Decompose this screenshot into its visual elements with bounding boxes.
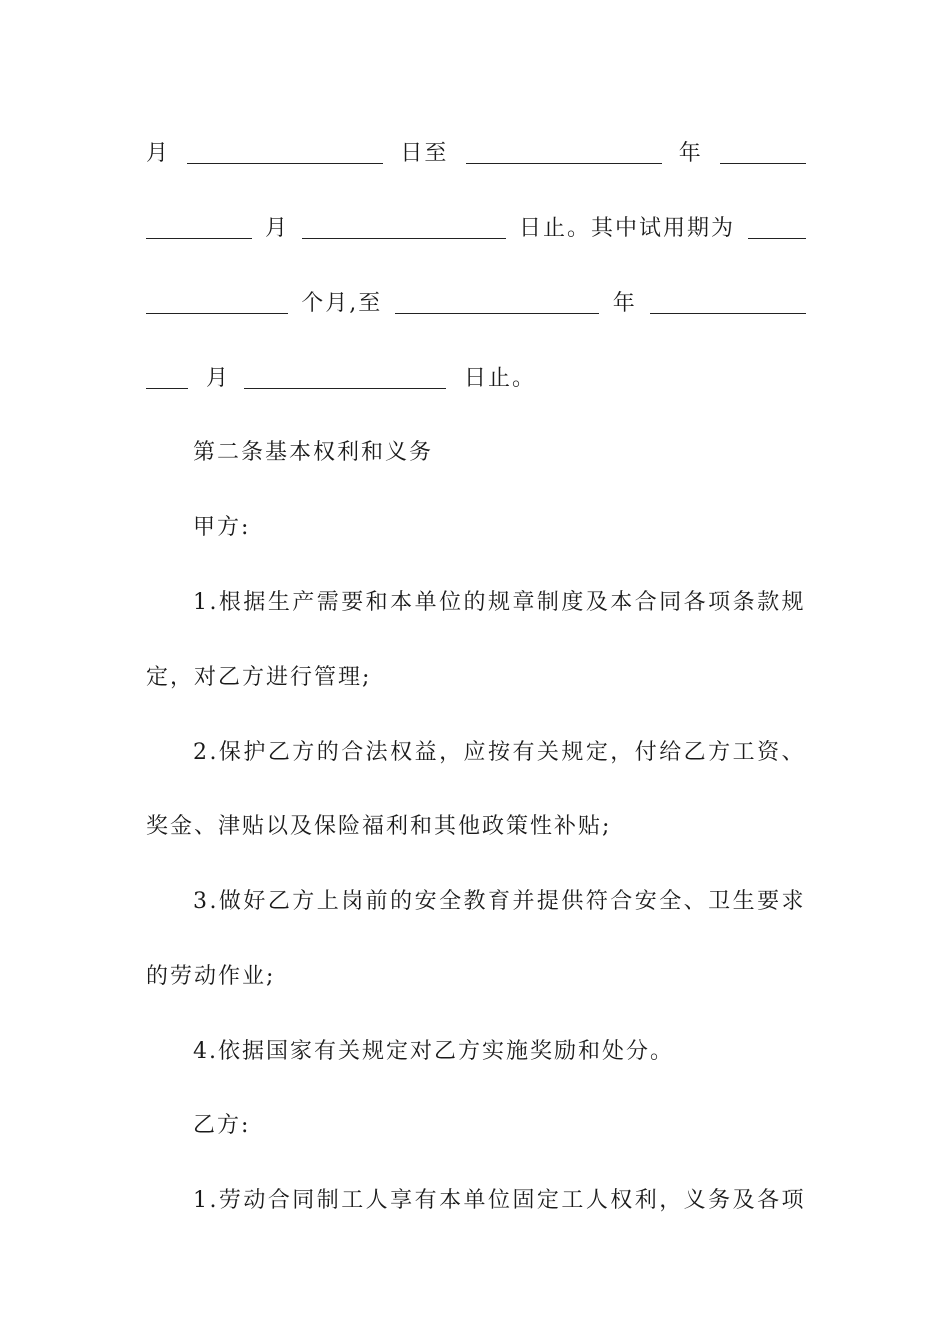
party-a-item-4-line-1 (193, 1029, 806, 1069)
blank-field[interactable] (748, 214, 806, 239)
blank-field[interactable] (302, 214, 506, 239)
term-text: 日止。其中试用期为 (518, 215, 735, 241)
article-heading-text: 第二条基本权利和义务 (193, 439, 434, 465)
party-b-label-text: 乙方: (193, 1112, 251, 1138)
blank-field[interactable] (650, 289, 806, 314)
term-text: 月 (146, 140, 171, 166)
paragraph-text: 定，对乙方进行管理; (146, 664, 372, 690)
term-text: 日至 (400, 140, 449, 166)
term-text: 年 (612, 290, 637, 316)
party-a-item-2-line-1 (193, 730, 806, 770)
paragraph-text: 1.根据生产需要和本单位的规章制度及本合同各项条款规 (193, 589, 806, 615)
blank-field[interactable] (187, 139, 383, 164)
term-line-2 (146, 206, 806, 246)
term-text: 月 (264, 215, 289, 241)
blank-field[interactable] (146, 289, 288, 314)
paragraph-text: 1.劳动合同制工人享有本单位固定工人权利，义务及各项 (193, 1187, 806, 1213)
party-a-label (193, 505, 806, 545)
party-a-item-1-line-1 (193, 580, 806, 620)
term-text: 年 (678, 140, 703, 166)
term-text: 日止。 (464, 365, 537, 391)
party-a-item-2-line-2 (146, 804, 806, 844)
party-a-item-1-line-2 (146, 655, 806, 695)
paragraph-text: 奖金、津贴以及保险福利和其他政策性补贴; (146, 813, 612, 839)
party-b-item-1-line-1 (193, 1178, 806, 1218)
paragraph-text: 4.依据国家有关规定对乙方实施奖励和处分。 (193, 1038, 674, 1064)
paragraph-text: 的劳动作业; (146, 963, 276, 989)
blank-field[interactable] (466, 139, 662, 164)
party-b-label (193, 1103, 806, 1143)
term-line-4 (146, 356, 806, 396)
term-text: 月 (206, 365, 231, 391)
party-a-item-3-line-2 (146, 954, 806, 994)
blank-field[interactable] (146, 364, 188, 389)
blank-field[interactable] (720, 139, 806, 164)
blank-field[interactable] (146, 214, 252, 239)
paragraph-text: 2.保护乙方的合法权益，应按有关规定，付给乙方工资、 (193, 739, 806, 765)
blank-field[interactable] (244, 364, 446, 389)
term-line-3 (146, 281, 806, 321)
paragraph-text: 3.做好乙方上岗前的安全教育并提供符合安全、卫生要求 (193, 888, 806, 914)
term-line-1 (146, 131, 806, 171)
party-a-label-text: 甲方: (193, 514, 251, 540)
term-text: 个月,至 (301, 290, 383, 316)
party-a-item-3-line-1 (193, 879, 806, 919)
blank-field[interactable] (395, 289, 599, 314)
article-heading (193, 430, 806, 470)
